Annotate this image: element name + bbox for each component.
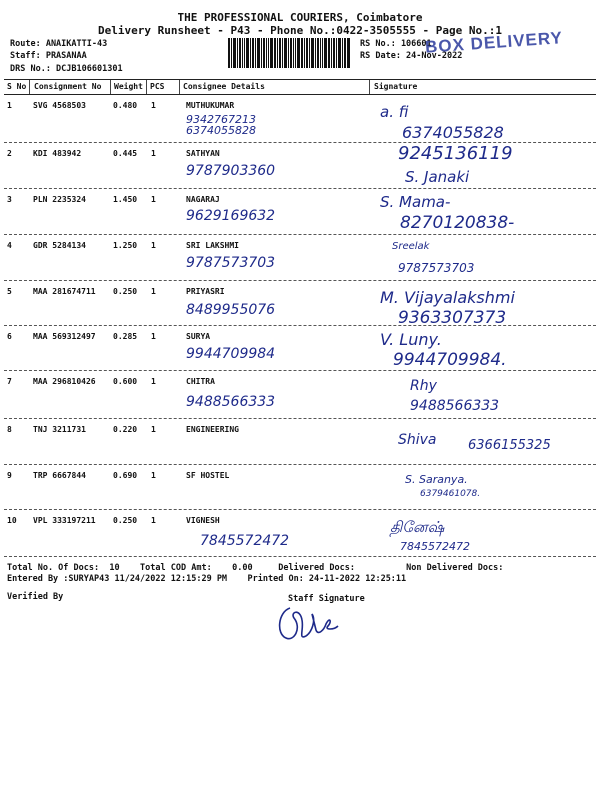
row-consignee: CHITRA bbox=[186, 377, 215, 386]
row-consignee: VIGNESH bbox=[186, 516, 220, 525]
row-sno: 1 bbox=[7, 101, 12, 110]
row-weight: 0.220 bbox=[113, 425, 138, 434]
row-consignee: NAGARAJ bbox=[186, 195, 220, 204]
row-signature: S. Saranya. bbox=[405, 473, 468, 486]
row-consignment: SVG 4568503 bbox=[33, 101, 86, 110]
row-signature: M. Vijayalakshmi bbox=[380, 288, 515, 307]
row-pcs: 1 bbox=[151, 332, 156, 341]
row-pcs: 1 bbox=[151, 101, 156, 110]
row-weight: 1.250 bbox=[113, 241, 138, 250]
row-phone: 7845572472 bbox=[200, 533, 290, 549]
row-sno: 7 bbox=[7, 377, 12, 386]
row-phone: 9787903360 bbox=[186, 163, 276, 179]
row-pcs: 1 bbox=[151, 149, 156, 158]
row-signature-phone: 6374055828 bbox=[402, 123, 504, 142]
row-pcs: 1 bbox=[151, 287, 156, 296]
row-signature-phone: 8270120838- bbox=[400, 213, 515, 233]
company-title: THE PROFESSIONAL COURIERS, Coimbatore bbox=[177, 11, 423, 24]
row-weight: 0.445 bbox=[113, 149, 138, 158]
row-phone: 9944709984 bbox=[186, 346, 276, 362]
row-consignment: TRP 6667844 bbox=[33, 471, 86, 480]
row-signature-phone: 9363307373 bbox=[398, 308, 507, 328]
row-signature: V. Luny. bbox=[380, 330, 442, 349]
row-signature: Rhy bbox=[410, 378, 437, 394]
runsheet-title: Delivery Runsheet - P43 - Phone No.:0422-3505555 - Page No.:1 bbox=[98, 24, 502, 37]
col-sno: S No bbox=[7, 82, 27, 91]
row-signature: தினேஷ் bbox=[390, 518, 445, 536]
row-sno: 10 bbox=[7, 516, 17, 525]
row-weight: 0.285 bbox=[113, 332, 138, 341]
row-sno: 8 bbox=[7, 425, 12, 434]
row-signature-phone: 9944709984. bbox=[393, 350, 507, 370]
row-sno: 3 bbox=[7, 195, 12, 204]
row-weight: 0.600 bbox=[113, 377, 138, 386]
row-consignee: ENGINEERING bbox=[186, 425, 239, 434]
row-consignee: SATHYAN bbox=[186, 149, 220, 158]
col-signature: Signature bbox=[374, 82, 418, 91]
staff-signature-label: Staff Signature bbox=[288, 594, 365, 604]
row-phone: 9488566333 bbox=[186, 394, 276, 410]
row-signature: S. Mama- bbox=[380, 193, 451, 211]
box-delivery-stamp: BOX DELIVERY bbox=[424, 28, 564, 57]
row-signature-phone: 6366155325 bbox=[468, 438, 551, 453]
row-consignment: KDI 483942 bbox=[33, 149, 82, 158]
row-weight: 1.450 bbox=[113, 195, 138, 204]
row-signature: Sreelak bbox=[392, 241, 430, 252]
table-top-border bbox=[4, 79, 596, 80]
route-label: Route: ANAIKATTI-43 bbox=[10, 39, 108, 49]
row-consignment: GDR 5284134 bbox=[33, 241, 86, 250]
staff-label: Staff: PRASANAA bbox=[10, 51, 87, 61]
row-consignment: PLN 2235324 bbox=[33, 195, 86, 204]
row-pcs: 1 bbox=[151, 377, 156, 386]
row-signature: Shiva bbox=[398, 432, 437, 448]
row-sno: 2 bbox=[7, 149, 12, 158]
row-weight: 0.250 bbox=[113, 516, 138, 525]
row-pcs: 1 bbox=[151, 241, 156, 250]
row-phone: 9342767213 6374055828 bbox=[186, 113, 256, 137]
totals-line: Total No. Of Docs: 10 Total COD Amt: 0.00 Delivered Docs: Non Delivered Docs: bbox=[7, 563, 504, 573]
col-consignee: Consignee Details bbox=[183, 82, 265, 91]
drs-number: DRS No.: DCJB106601301 bbox=[10, 64, 123, 74]
row-weight: 0.480 bbox=[113, 101, 138, 110]
row-consignment: MAA 281674711 bbox=[33, 287, 96, 296]
rs-number: RS No.: 106601 bbox=[360, 39, 432, 49]
row-weight: 0.690 bbox=[113, 471, 138, 480]
row-consignee: SRI LAKSHMI bbox=[186, 241, 239, 250]
rs-date: RS Date: 24-Nov-2022 bbox=[360, 51, 463, 61]
col-consignment: Consignment No bbox=[34, 82, 102, 91]
row-signature-phone: 6379461078. bbox=[420, 489, 481, 499]
row-weight: 0.250 bbox=[113, 287, 138, 296]
verified-by-label: Verified By bbox=[7, 592, 64, 602]
row-phone: 9629169632 bbox=[186, 208, 276, 224]
row-sno: 5 bbox=[7, 287, 12, 296]
row-signature-phone: 9488566333 bbox=[410, 398, 500, 414]
row-signature: 9245136119 bbox=[398, 143, 513, 164]
row-phone: 9787573703 bbox=[186, 255, 276, 271]
row-signature-phone: 7845572472 bbox=[400, 540, 470, 553]
row-consignment: MAA 296810426 bbox=[33, 377, 96, 386]
header-bottom-border bbox=[4, 94, 596, 95]
row-signature: a. ﬁ bbox=[380, 103, 409, 121]
barcode-image bbox=[228, 38, 350, 68]
staff-signature-mark bbox=[272, 600, 344, 645]
row-consignee: SF HOSTEL bbox=[186, 471, 230, 480]
col-weight: Weight bbox=[114, 82, 143, 91]
row-sno: 6 bbox=[7, 332, 12, 341]
row-pcs: 1 bbox=[151, 195, 156, 204]
row-consignment: MAA 569312497 bbox=[33, 332, 96, 341]
row-consignee: PRIYASRI bbox=[186, 287, 225, 296]
row-signature-phone: 9787573703 bbox=[398, 261, 475, 275]
row-phone: 8489955076 bbox=[186, 302, 276, 318]
row-consignee: SURYA bbox=[186, 332, 211, 341]
row-consignee: MUTHUKUMAR bbox=[186, 101, 235, 110]
entered-by-line: Entered By :SURYAP43 11/24/2022 12:15:29 PM Printed On: 24-11-2022 12:25:11 bbox=[7, 574, 407, 584]
row-sno: 9 bbox=[7, 471, 12, 480]
col-pcs: PCS bbox=[150, 82, 165, 91]
row-pcs: 1 bbox=[151, 516, 156, 525]
row-pcs: 1 bbox=[151, 425, 156, 434]
row-sno: 4 bbox=[7, 241, 12, 250]
row-pcs: 1 bbox=[151, 471, 156, 480]
row-consignment: TNJ 3211731 bbox=[33, 425, 86, 434]
row-signature-name: S. Janaki bbox=[405, 168, 470, 186]
row-consignment: VPL 333197211 bbox=[33, 516, 96, 525]
